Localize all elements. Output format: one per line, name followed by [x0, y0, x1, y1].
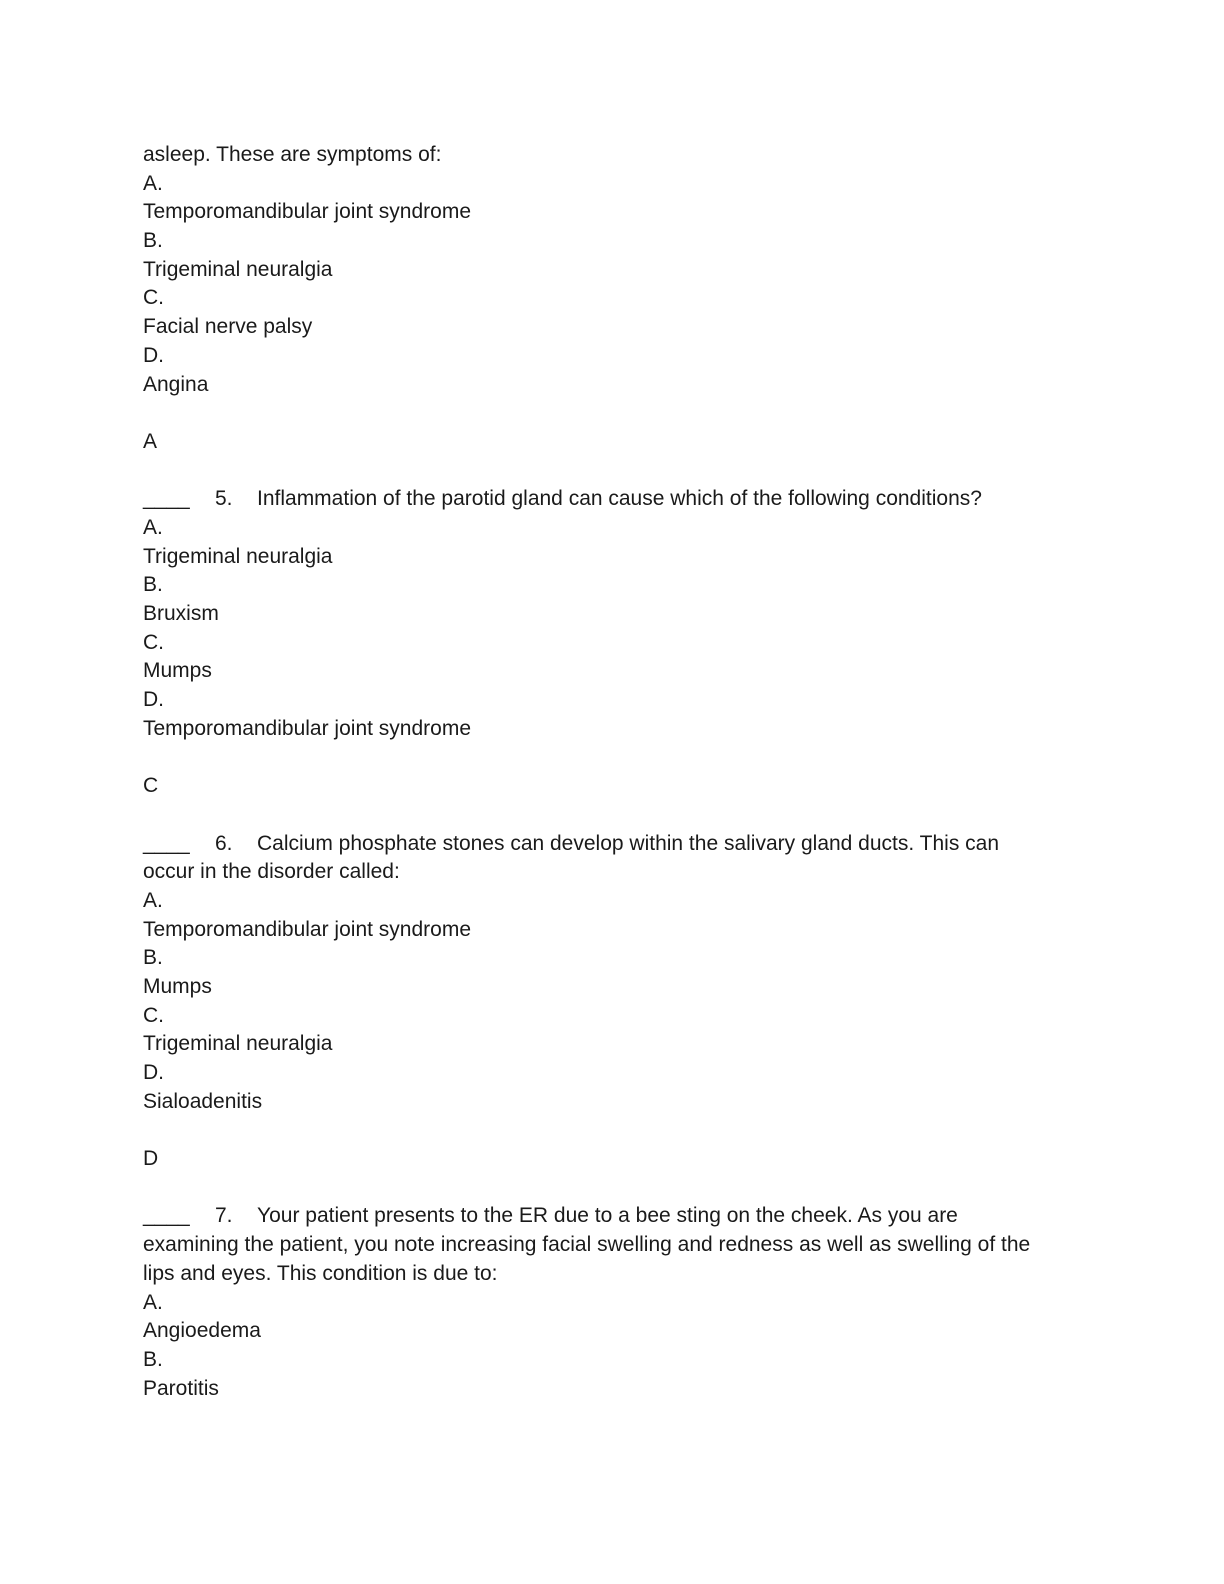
answer-key: C: [143, 774, 159, 798]
option-text: Temporomandibular joint syndrome: [143, 200, 471, 224]
question-number: 5.: [215, 487, 233, 511]
answer-blank: ____: [143, 831, 190, 855]
question-text-continued: lips and eyes. This condition is due to:: [143, 1261, 498, 1285]
option-letter: A.: [143, 1290, 163, 1314]
option-text: Sialoadenitis: [143, 1089, 263, 1113]
question-number: 7.: [215, 1204, 233, 1228]
option-text: Trigeminal neuralgia: [143, 1032, 333, 1056]
answer-blank: ____: [143, 487, 190, 511]
question-first-line: [143, 1202, 1083, 1231]
question-first-line: [143, 485, 1083, 514]
spacer: [143, 743, 1083, 772]
question-6: [143, 830, 1083, 1203]
option-letter: D.: [143, 1061, 164, 1084]
question-7: [143, 1202, 1083, 1403]
question-text: Your patient presents to the ER due to a bee sting on the cheek. As you are: [257, 1204, 958, 1228]
option-text: Facial nerve palsy: [143, 315, 313, 339]
option-text: Trigeminal neuralgia: [143, 544, 333, 568]
option-text: Temporomandibular joint syndrome: [143, 716, 471, 740]
option-text: Angioedema: [143, 1319, 261, 1343]
option-letter: B.: [143, 946, 163, 970]
spacer: [143, 1116, 1083, 1145]
option-text: Angina: [143, 372, 209, 396]
option-letter: B.: [143, 573, 163, 597]
question-text: Calcium phosphate stones can develop within the salivary gland ducts. This can: [257, 831, 1000, 855]
question-first-line: [143, 830, 1083, 859]
option-text: Trigeminal neuralgia: [143, 257, 333, 281]
question-stem-tail: asleep. These are symptoms of:: [143, 143, 442, 166]
option-letter: D.: [143, 343, 164, 367]
spacer: [143, 399, 1083, 428]
spacer: [143, 801, 1083, 830]
spacer: [143, 457, 1083, 486]
question-number: 6.: [215, 831, 233, 855]
option-text: Temporomandibular joint syndrome: [143, 917, 471, 941]
question-5: [143, 485, 1083, 829]
answer-key: A: [143, 429, 158, 453]
question-4-continued: [143, 141, 1083, 485]
option-letter: D.: [143, 688, 164, 712]
option-letter: C.: [143, 630, 164, 654]
spacer: [143, 1174, 1083, 1203]
document-page: [143, 141, 1083, 1403]
option-text: Mumps: [143, 974, 212, 998]
option-text: Bruxism: [143, 602, 219, 625]
option-letter: A.: [143, 171, 163, 195]
answer-blank: ____: [143, 1204, 190, 1228]
option-letter: A.: [143, 515, 163, 539]
question-text-continued: examining the patient, you note increasing facial swelling and redness as well as swelling of the: [143, 1233, 1031, 1257]
option-text: Mumps: [143, 659, 212, 683]
option-letter: C.: [143, 286, 164, 310]
option-letter: B.: [143, 229, 163, 253]
option-text: Parotitis: [143, 1376, 219, 1400]
question-text-continued: occur in the disorder called:: [143, 860, 400, 884]
option-letter: B.: [143, 1347, 163, 1371]
answer-key: D: [143, 1147, 159, 1171]
question-text: Inflammation of the parotid gland can cause which of the following conditions?: [257, 487, 982, 511]
option-letter: C.: [143, 1003, 164, 1027]
option-letter: A.: [143, 888, 163, 912]
